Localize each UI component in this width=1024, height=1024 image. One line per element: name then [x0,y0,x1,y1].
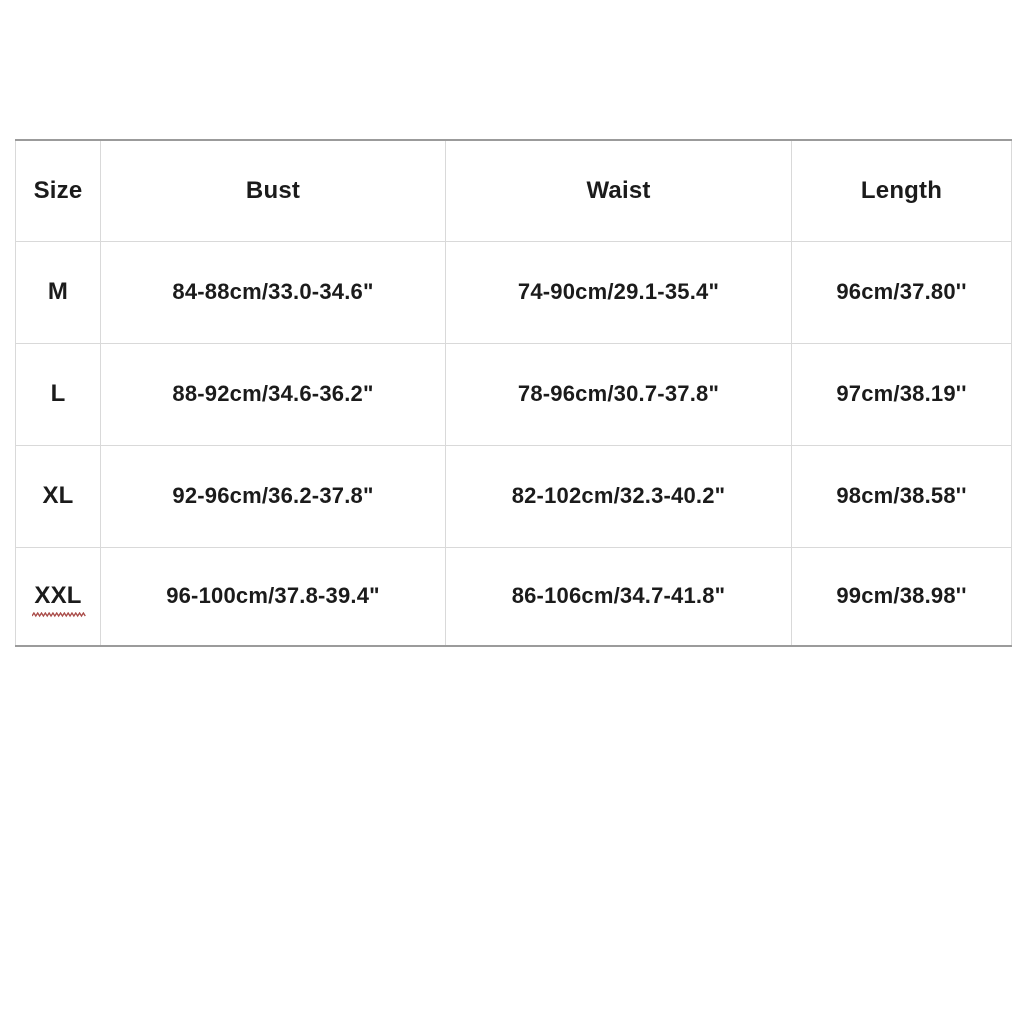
column-header-size: Size [16,140,101,241]
waist-cell: 82-102cm/32.3-40.2" [446,445,792,547]
size-cell-label: XXL [34,582,82,610]
bust-cell: 88-92cm/34.6-36.2" [101,343,446,445]
length-cell: 96cm/37.80'' [792,241,1012,343]
bust-cell: 84-88cm/33.0-34.6" [101,241,446,343]
size-cell: L [16,343,101,445]
table-row [16,343,1012,445]
column-header-bust: Bust [101,140,446,241]
column-header-length: Length [792,140,1012,241]
header-row [16,140,1012,241]
spellcheck-squiggle-underline-icon [32,612,85,618]
column-header-waist: Waist [446,140,792,241]
table-row [16,547,1012,646]
length-cell: 97cm/38.19'' [792,343,1012,445]
waist-cell: 86-106cm/34.7-41.8" [446,547,792,646]
size-chart-table [15,139,1012,647]
misspelled-word-wrap [34,582,81,610]
waist-cell: 78-96cm/30.7-37.8" [446,343,792,445]
size-cell [16,547,101,646]
length-cell: 99cm/38.98'' [792,547,1012,646]
bust-cell: 96-100cm/37.8-39.4" [101,547,446,646]
size-cell: XL [16,445,101,547]
bust-cell: 92-96cm/36.2-37.8" [101,445,446,547]
table-row [16,241,1012,343]
table-row [16,445,1012,547]
length-cell: 98cm/38.58'' [792,445,1012,547]
size-cell: M [16,241,101,343]
waist-cell: 74-90cm/29.1-35.4" [446,241,792,343]
squiggle-path [32,613,85,616]
